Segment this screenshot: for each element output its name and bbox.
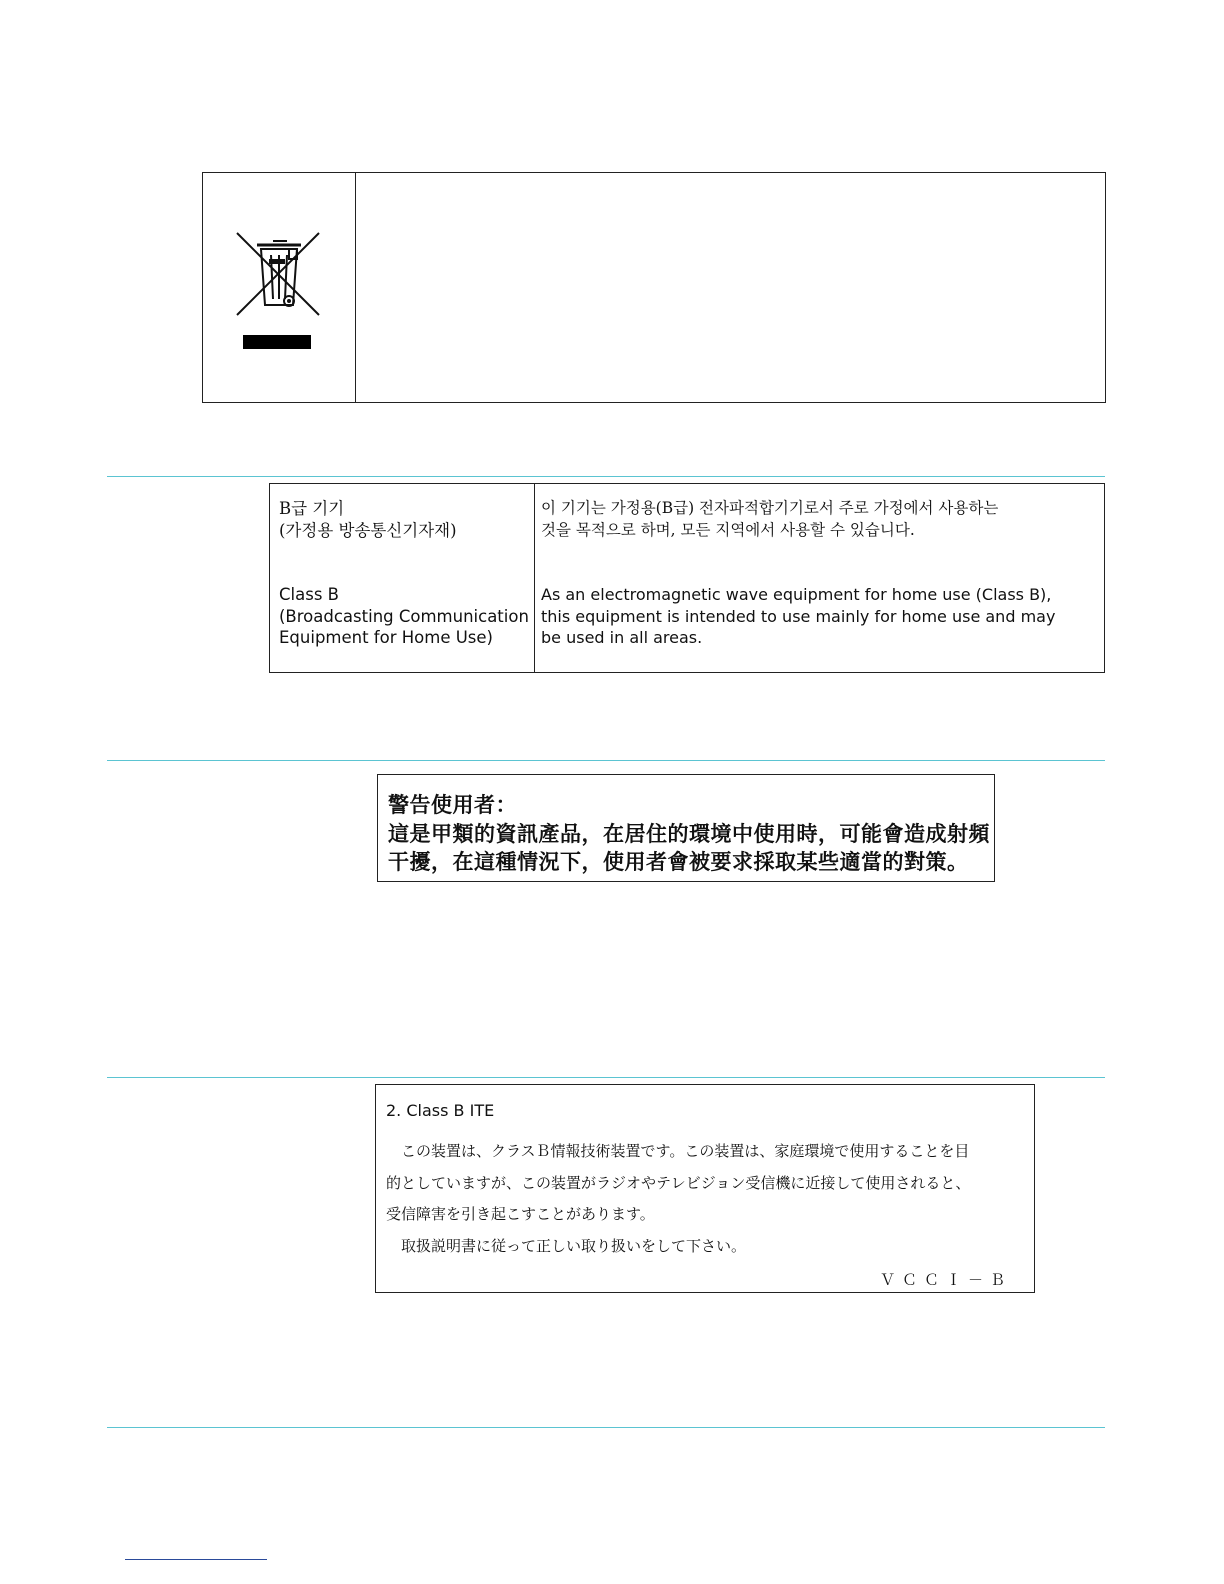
footer-link-underline [125,1559,267,1560]
class-en-line-1: Class B [279,585,339,604]
weee-notice-box [202,172,1106,403]
vcci-code: ＶＣＣＩ－Ｂ [879,1271,1012,1289]
taiwan-warning-notice [377,774,995,882]
vcci-line-1: この装置は、クラスＢ情報技術装置です。この装置は、家庭環境で使用することを目 [386,1142,970,1160]
class-ko-line-2: (가정용 방송통신기자재) [279,521,457,540]
taiwan-warning-heading: 警告使用者： [388,793,517,817]
vcci-title: 2. Class B ITE [386,1101,495,1120]
weee-cell-divider [355,173,356,402]
kc-cell-divider [534,484,535,672]
section-rule-3 [107,1077,1105,1078]
taiwan-warning-line-2: 干擾，在這種情況下，使用者會被要求採取某些適當的對策。 [388,850,969,874]
section-rule-2 [107,760,1105,761]
class-en-line-2: (Broadcasting Communication [279,607,529,626]
class-ko-line-1: B급 기기 [279,499,345,518]
section-rule-4 [107,1427,1105,1428]
vcci-class-b-notice [375,1084,1035,1293]
desc-ko-line-1: 이 기기는 가정용(B급) 전자파적합기기로서 주로 가정에서 사용하는 [541,499,999,517]
desc-en-line-1: As an electromagnetic wave equipment for home use (Class B), [541,585,1052,604]
desc-en-line-2: this equipment is intended to use mainly for home use and may [541,607,1056,626]
section-rule-1 [107,476,1105,477]
crossed-out-wheelie-bin-icon [233,229,323,349]
vcci-line-3: 受信障害を引き起こすことがあります。 [386,1205,655,1223]
desc-ko-line-2: 것을 목적으로 하며, 모든 지역에서 사용할 수 있습니다. [541,521,915,539]
taiwan-warning-line-1: 這是甲類的資訊產品，在居住的環境中使用時，可能會造成射頻 [388,822,990,846]
class-en-line-3: Equipment for Home Use) [279,628,493,647]
korean-class-b-notice [269,483,1105,673]
vcci-line-4: 取扱説明書に従って正しい取り扱いをして下さい。 [386,1237,747,1255]
vcci-line-2: 的としていますが、この装置がラジオやテレビジョン受信機に近接して使用されると、 [386,1174,971,1192]
desc-en-line-3: be used in all areas. [541,628,703,647]
